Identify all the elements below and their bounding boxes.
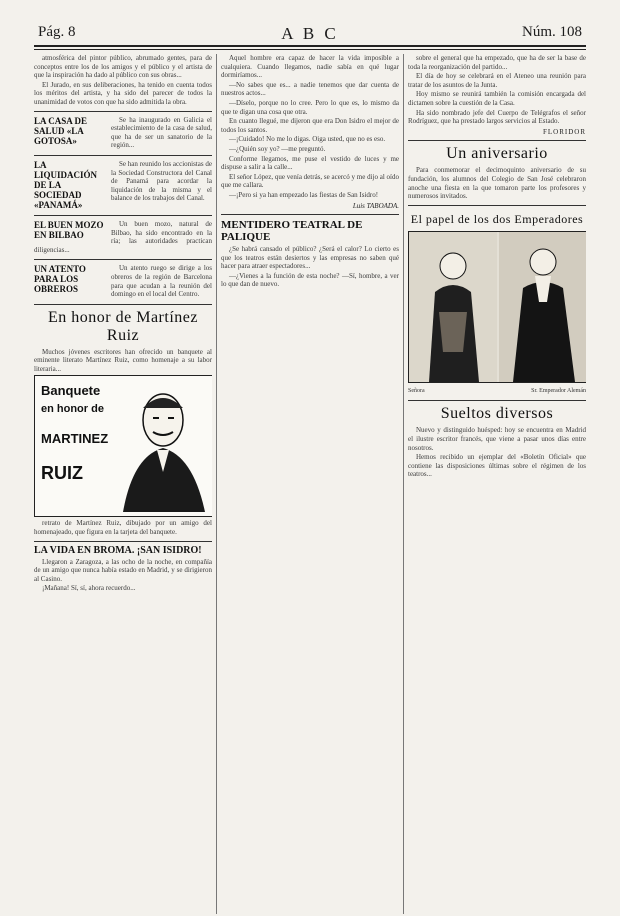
divider <box>408 400 586 401</box>
article-text: atmosférica del pintor público, abrumado gentes, para de conceptos entre los de los amigos y el público y el artista de que la inspiración ha dado al público con sus obras... <box>34 54 212 80</box>
emperors-caption-row <box>408 386 586 397</box>
column-2 <box>221 54 399 914</box>
emperors-illustration <box>408 231 586 383</box>
byline: Luis TABOADA. <box>352 201 399 210</box>
banquet-line: en honor de <box>41 403 104 416</box>
article-text: Hemos recibido un ejemplar del «Boletín Oficial» que contiene las disposiciones últimas sobre el régimen de los teatros... <box>408 453 586 479</box>
divider <box>408 140 586 141</box>
headline-buen-mozo: EL BUEN MOZO EN BILBAO <box>34 219 104 240</box>
column-3 <box>408 54 586 914</box>
caption-right: Sr. Emperador Alemán <box>531 387 586 394</box>
divider <box>221 214 399 215</box>
column-divider <box>403 54 404 914</box>
article-text: Hoy mismo se reunirá también la comisión encargada del dictamen sobre la cuestión de la Casa. <box>408 90 586 107</box>
emperor-right-drawing <box>499 232 586 382</box>
article-text: Se ha inaugurado en Galicia el establecimiento de la casa de salud, que ha de ser un sanatorio de la región... <box>111 115 212 150</box>
headline-aniversario: Un aniversario <box>446 145 548 163</box>
headline-martinez-ruiz: En honor de Martínez Ruiz <box>48 308 198 344</box>
byline: FLORIDOR <box>542 127 586 136</box>
headline-vida-broma: LA VIDA EN BROMA. ¡SAN ISIDRO! <box>34 544 202 556</box>
article-text: Aquel hombre era capaz de hacer la vida imposible a cualquiera. Cuando llegamos, nadie sabía en qué lugar dormiríamos... <box>221 54 399 80</box>
banquet-line: RUIZ <box>41 463 83 484</box>
article-text: Para conmemorar el decimoquinto aniversario de su fundación, los alumnos del Colegio de San José celebraron anoche una fiesta en la que tomaron parte los profesores y numerosos invitados. <box>408 166 586 201</box>
banquet-illustration <box>34 375 212 517</box>
banquet-line: MARTINEZ <box>41 431 109 447</box>
caption-left: Señora <box>408 387 425 394</box>
article-text: El Jurado, en sus deliberaciones, ha tenido en cuenta todos los méritos del artista, y ha sido del parecer de todos la unanimidad de votos con que ha sido admitida la obra. <box>34 80 212 106</box>
divider <box>408 205 586 206</box>
portrait-drawing <box>113 380 209 512</box>
article-text: Se han reunido los accionistas de la Sociedad Constructora del Canal de Panamá para acordar la liquidación de la misma y el balance de los trabajos del Canal. <box>111 159 212 203</box>
headline-liquidacion: LA LIQUIDACIÓN DE LA SOCIEDAD «PANAMÁ» <box>34 159 98 210</box>
article-text: —¿Quién soy yo? —me preguntó. <box>229 144 326 153</box>
article-text: ¿Se habrá cansado el público? ¿Será el calor? Lo cierto es que los teatros están desiertos y las empresas no saben qué hacer para atraer espectadores... <box>221 245 399 271</box>
article-text: ¡Mañana! Sí, sí, ahora recuerdo... <box>42 584 136 593</box>
emperor-left-drawing <box>409 232 497 382</box>
page-number: Pág. 8 <box>38 24 76 40</box>
newspaper-page <box>34 20 586 910</box>
headline-atento: UN ATENTO PARA LOS OBREROS <box>34 264 86 295</box>
column-1 <box>34 54 212 914</box>
masthead-title: A B C <box>281 24 339 43</box>
article-text: retrato de Martínez Ruiz, dibujado por un amigo del homenajeado, que figura en la tarjeta del banquete. <box>34 519 212 537</box>
article-text: Muchos jóvenes escritores han ofrecido un banquete al eminente literato Martínez Ruiz, como homenaje a su labor literaria... <box>34 347 212 373</box>
issue-number: Núm. 108 <box>522 24 582 40</box>
divider <box>34 259 212 260</box>
article-text: —Díselo, porque no lo cree. Pero lo que es, lo mismo da que te digan una cosa que otra. <box>221 98 399 116</box>
divider <box>34 304 212 305</box>
article-text: Conforme llegamos, me puse el vestido de luces y me dispuse a salir a la calle... <box>221 154 399 172</box>
article-text: —¡Cuidado! No me lo digas. Oiga usted, que no es eso. <box>229 135 386 144</box>
article-text: Llegaron a Zaragoza, a las ocho de la noche, en compañía de un amigo que nunca había estado en Madrid, y se dirigieron al Casino. <box>34 557 212 583</box>
article-text: —¡Pero si ya han empezado las fiestas de San Isidro! <box>229 190 379 199</box>
article-text: El señor López, que venía detrás, se acercó y me dijo al oído que me callara. <box>221 172 399 190</box>
article-text: Nuevo y distinguido huésped: hoy se encuentra en Madrid el ilustre escritor francés, que viene a pasar unos días entre nosotros. <box>408 426 586 452</box>
banquet-line: Banquete <box>41 383 101 399</box>
divider <box>34 111 212 112</box>
divider <box>34 215 212 216</box>
article-text: Un atento ruego se dirige a los obreros de la región de Barcelona para que acudan a la reunión del domingo en el local del Centro. <box>111 264 212 299</box>
article-text: sobre el general que ha empezado, que ha de ser la base de toda la reorganización del partido... <box>408 54 586 71</box>
page-header <box>34 20 586 44</box>
article-text: —No sabes que es... a nadie tenemos que dar cuenta de nuestros actos... <box>221 80 399 98</box>
headline-mentidero: MENTIDERO TEATRAL DE PALIQUE <box>221 219 363 244</box>
headline-emperadores: El papel de los dos Emperadores <box>410 211 584 226</box>
article-text: —¿Vienes a la función de esta noche? —Sí, hombre, a ver lo que dan de nuevo. <box>221 271 399 289</box>
article-text: Un buen mozo, natural de Bilbao, ha sido encontrado en la ría; las autoridades practican diligencias... <box>34 219 212 254</box>
article-text: El día de hoy se celebrará en el Ateneo una reunión para tratar de los asuntos de la Junta. <box>408 72 586 89</box>
article-text: Ha sido nombrado jefe del Cuerpo de Telégrafos el señor Rodríguez, que ha prestado largos servicios al Estado. <box>408 108 586 126</box>
headline-sueltos: Sueltos diversos <box>440 405 554 423</box>
article-text: En cuanto llegué, me dijeron que era Don Isidro el mejor de todos los santos. <box>221 117 399 134</box>
divider <box>34 155 212 156</box>
headline-casa: LA CASA DE SALUD «LA GOTOSA» <box>34 115 88 146</box>
header-rule-thin <box>34 49 586 50</box>
header-rule <box>34 45 586 47</box>
column-divider <box>216 54 217 914</box>
divider <box>34 541 212 542</box>
